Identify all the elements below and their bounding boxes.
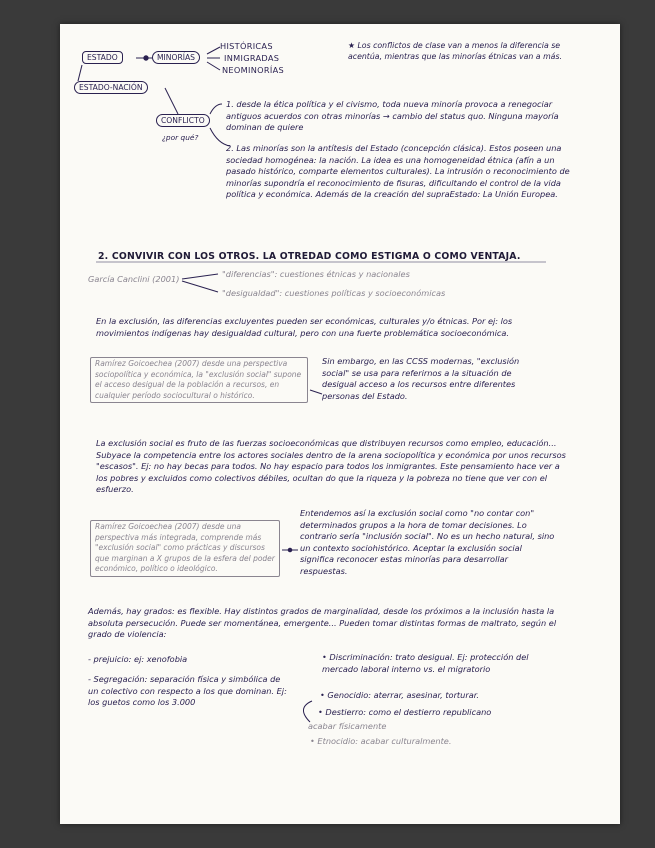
star-note: ★ Los conflictos de clase van a menos la diferencia se acentúa, mientras que las minorías étnicas van a más.	[348, 41, 562, 61]
acabar-note: acabar físicamente	[308, 721, 387, 731]
inmigradas-label: INMIGRADAS	[224, 53, 280, 63]
garcia-canclini-ref: García Canclini (2001)	[88, 274, 180, 284]
por-que-label: ¿por qué?	[162, 133, 199, 142]
destierro-item: • Destierro: como el destierro republicano	[318, 707, 492, 717]
point-2: 2. Las minorías son la antítesis del Estado (concepción clásica). Estos poseen una sociedad homogénea: la nación. La idea es una homogeneidad étnica (afín a un pasado histórico, comparte elementos culturales). La intrusión o reconocimiento de minorías supondría el reconocimiento de fisuras, dificultando el control de la vida política y económica. Además de la creación del supraEstado: La Unión Europea.	[226, 143, 570, 199]
historicas-label: HISTÓRICAS	[220, 41, 273, 51]
conflicto-box: CONFLICTO	[156, 114, 210, 127]
estado-nacion-box: ESTADO-NACIÓN	[74, 81, 148, 94]
point-1: 1. desde la ética política y el civismo, toda nueva minoría provoca a renegociar antiguos acuerdos con otras minorías → cambio del status quo. Ninguna mayoría dominan de quiere	[226, 99, 559, 132]
section-title: 2. CONVIVIR CON LOS OTROS. LA OTREDAD COMO ESTIGMA O COMO VENTAJA.	[98, 251, 521, 262]
genocidio-item: • Genocidio: aterrar, asesinar, torturar.	[320, 690, 479, 700]
desigualdad-line: "desigualdad": cuestiones políticas y socioeconómicas	[222, 288, 446, 298]
notebook-page	[60, 24, 620, 824]
neominorias-label: NEOMINORÍAS	[222, 65, 284, 75]
etnocidio-item: • Etnocidio: acabar culturalmente.	[310, 736, 452, 746]
ramirez-quote-1: Ramírez Goicoechea (2007) desde una perspectiva sociopolítica y económica, la "exclusión social" supone el acceso desigual de la población a recursos, en cualquier período sociocultural o histórico.	[90, 357, 308, 403]
prejuicio-item: - prejuicio: ej: xenofobia	[88, 654, 188, 664]
exclusion-paragraph: En la exclusión, las diferencias excluyentes pueden ser económicas, culturales y/o étnicas. Por ej: los movimientos indígenas hay desigualdad cultural, pero con una fuerte problemática socioeconómica.	[96, 316, 513, 338]
segregacion-item: - Segregación: separación física y simbólica de un colectivo con respecto a los que dominan. Ej: los guetos como los 3.000	[88, 674, 287, 707]
sin-embargo-paragraph: Sin embargo, en las CCSS modernas, "exclusión social" se usa para referirnos a la situación de desigual acceso a los recursos entre diferentes personas del Estado.	[322, 356, 520, 401]
minorias-box: MINORÍAS	[152, 51, 200, 64]
entendemos-paragraph: Entendemos así la exclusión social como "no contar con" determinados grupos a la hora de tomar decisiones. Lo contrario sería "inclusión social". No es un hecho natural, sino un contexto sociohistórico. Aceptar la exclusión social significa reconocer estas minorías para desarrollar respuestas.	[300, 508, 555, 576]
fruto-paragraph: La exclusión social es fruto de las fuerzas socioeconómicas que distribuyen recursos como empleo, educación... Subyace la competencia entre los actores sociales dentro de la arena sociopolítica y económica por unos recursos "escasos". Ej: no hay becas para todos. No hay espacio para todos los inmigrantes. Este pensamiento hace ver a los pobres y excluidos como colectivos débiles, ocultan do que la riqueza y la pobreza no tiene que ver con el esfuerzo.	[96, 438, 566, 494]
grados-paragraph: Además, hay grados: es flexible. Hay distintos grados de marginalidad, desde los próximos a la inclusión hasta la absoluta persecución. Puede ser momentánea, emergente... Pueden tomar distintas formas de maltrato, según el grado de violencia:	[88, 606, 557, 639]
ramirez-quote-2: Ramírez Goicoechea (2007) desde una perspectiva más integrada, comprende más "exclusión social" como prácticas y discursos que marginan a X grupos de la esfera del poder económico, político o ideológico.	[90, 520, 280, 577]
estado-box: ESTADO	[82, 51, 123, 64]
discriminacion-item: • Discriminación: trato desigual. Ej: protección del mercado laboral interno vs. el migratorio	[322, 652, 529, 674]
diferencias-line: "diferencias": cuestiones étnicas y nacionales	[222, 269, 410, 279]
